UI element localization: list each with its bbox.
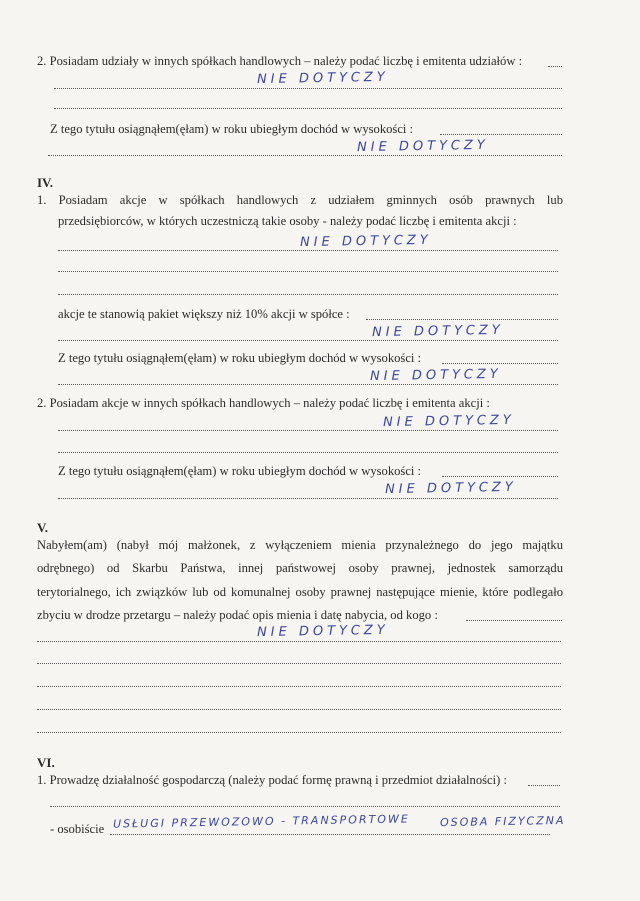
dotted-line	[548, 57, 562, 67]
s3-q2-income-text: Z tego tytułu osiągnąłem(ęłam) w roku ubiegłym dochód w wysokości :	[50, 122, 414, 136]
section-v-heading: V.	[37, 520, 48, 535]
dotted-line	[58, 271, 558, 272]
dotted-line	[440, 125, 562, 135]
s4-q1-income-answer: NIE DOTYCZY	[369, 366, 502, 385]
s4-q2-answer: NIE DOTYCZY	[382, 412, 515, 431]
s5-answer: NIE DOTYCZY	[256, 622, 389, 641]
s4-q1-line1: 1. Posiadam akcje w spółkach handlowych z udziałem gminnych osób prawnych lub	[37, 193, 563, 207]
s5-line2: odrębnego) od Skarbu Państwa, innej państwowej osoby prawnej, jednostek samorządu	[37, 561, 563, 575]
s6-osobiscie-answer: USŁUGI PRZEWOZOWO - TRANSPORTOWE	[112, 812, 410, 831]
s6-q1-text: 1. Prowadzę działalność gospodarczą (należy podać formę prawną i przedmiot działalności) :	[37, 773, 507, 787]
dotted-line	[58, 340, 558, 341]
dotted-line	[58, 498, 558, 499]
dotted-line	[466, 611, 562, 621]
s4-q1-income-text: Z tego tytułu osiągnąłem(ęłam) w roku ubiegłym dochód w wysokości :	[58, 351, 422, 365]
s6-osobiscie-label: - osobiście	[50, 822, 105, 836]
dotted-line	[58, 250, 558, 251]
section-iv-heading: IV.	[37, 175, 54, 190]
s3-q2-text: 2. Posiadam udziały w innych spółkach handlowych – należy podać liczbę i emitenta udziałów :	[37, 54, 523, 68]
dotted-line	[37, 641, 561, 642]
s3-q2-income-answer: NIE DOTYCZY	[356, 137, 489, 156]
s5-line3: terytorialnego, ich związków lub od komunalnej osoby prawnej następujące mienie, które podlegało	[37, 585, 563, 599]
dotted-line	[37, 686, 561, 687]
s4-q2-income-text: Z tego tytułu osiągnąłem(ęłam) w roku ubiegłym dochód w wysokości :	[58, 464, 422, 478]
dotted-line	[58, 384, 558, 385]
dotted-line	[54, 108, 562, 109]
dotted-line	[50, 806, 560, 807]
s4-q1-pakiet-answer: NIE DOTYCZY	[371, 322, 504, 341]
s3-q2-answer: NIE DOTYCZY	[256, 69, 389, 88]
dotted-line	[442, 354, 558, 364]
s4-q1-answer: NIE DOTYCZY	[299, 232, 432, 251]
s5-line1: Nabyłem(am) (nabył mój małżonek, z wyłączeniem mienia przynależnego do jego majątku	[37, 538, 563, 552]
dotted-line	[48, 155, 562, 156]
dotted-line	[58, 452, 558, 453]
dotted-line	[37, 732, 561, 733]
dotted-line	[58, 430, 558, 431]
dotted-line	[54, 88, 562, 89]
s6-osobiscie-answer2: OSOBA FIZYCZNA	[439, 813, 566, 830]
s4-q2-income-answer: NIE DOTYCZY	[384, 479, 517, 498]
dotted-line	[110, 834, 550, 835]
section-vi-heading: VI.	[37, 755, 55, 770]
dotted-line	[58, 294, 558, 295]
s5-line4: zbyciu w drodze przetargu – należy podać opis mienia i datę nabycia, od kogo :	[37, 608, 438, 622]
dotted-line	[366, 310, 558, 320]
s4-q1-pakiet-text: akcje te stanowią pakiet większy niż 10% akcji w spółce :	[58, 307, 350, 321]
s4-q1-line2: przedsiębiorców, w których uczestniczą takie osoby - należy podać liczbę i emitenta akcji :	[58, 214, 517, 228]
dotted-line	[528, 776, 560, 786]
dotted-line	[37, 663, 561, 664]
s4-q2-text: 2. Posiadam akcje w innych spółkach handlowych – należy podać liczbę i emitenta akcji :	[37, 396, 490, 410]
dotted-line	[442, 467, 558, 477]
dotted-line	[37, 709, 561, 710]
